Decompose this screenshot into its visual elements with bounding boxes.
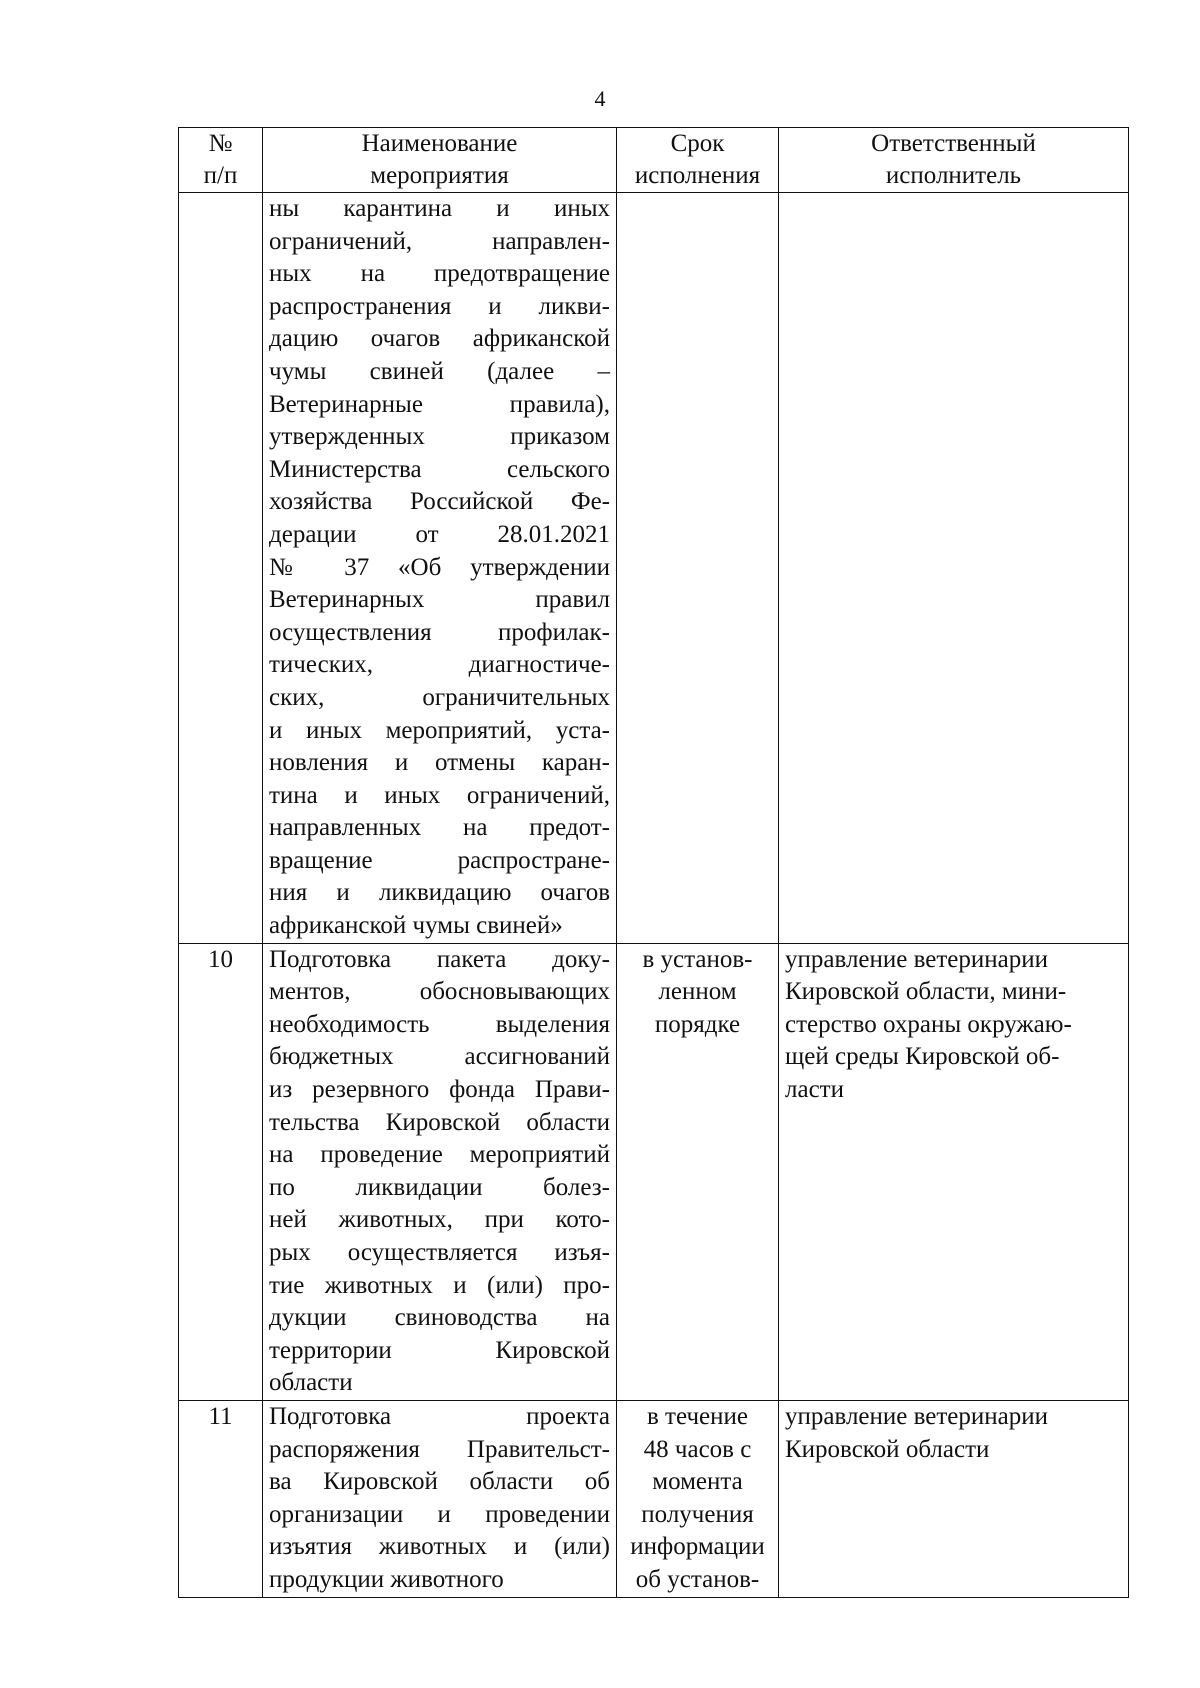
measure-name-line: ограничений, направлен-: [269, 227, 610, 255]
measures-table: [178, 127, 1129, 1598]
execution-term: [617, 943, 779, 1400]
responsible-executor-line: стерство охраны окружаю-: [785, 1010, 1072, 1038]
measure-name-line: дукции свиноводства на: [269, 1304, 610, 1332]
execution-term-line: в течение: [647, 1402, 748, 1430]
table-row: [179, 943, 1129, 1400]
measure-name-line: бюджетных ассигнований: [269, 1043, 610, 1071]
table-row: [179, 1400, 1129, 1597]
execution-term-line: ленном: [658, 978, 737, 1006]
measure-name-line: необходимость выделения: [269, 1010, 610, 1038]
measure-name-line: ных на предотвращение: [269, 260, 610, 288]
measure-name-line: Ветеринарные правила),: [269, 390, 610, 418]
execution-term-line: порядке: [654, 1010, 741, 1038]
execution-term: [617, 1400, 779, 1597]
row-number: [179, 193, 263, 944]
measure-name-line: Подготовка проекта: [269, 1402, 610, 1430]
measure-name-line: ния и ликвидацию очагов: [269, 879, 610, 907]
measure-name-line: и иных мероприятий, уста-: [269, 716, 610, 744]
measure-name-line: продукции животного: [269, 1565, 504, 1593]
header-term: Срок исполнения: [617, 128, 779, 193]
measure-name-line: дерации от 28.01.2021: [269, 520, 610, 548]
row-number: 10: [179, 943, 263, 1400]
measure-name-line: № 37 «Об утверждении: [269, 553, 610, 581]
measure-name: [263, 193, 617, 944]
responsible-executor-line: управление ветеринарии: [785, 945, 1049, 973]
measure-name-line: распространения и ликви-: [269, 292, 610, 320]
responsible-executor-line: управление ветеринарии: [785, 1402, 1049, 1430]
measure-name-line: осуществления профилак-: [269, 618, 610, 646]
responsible-executor-line: Кировской области, мини-: [785, 978, 1067, 1006]
measure-name-line: чумы свиней (далее –: [269, 357, 610, 385]
measure-name-line: по ликвидации болез-: [269, 1173, 610, 1201]
measure-name-line: распоряжения Правительст-: [269, 1435, 610, 1463]
execution-term-line: получения: [641, 1500, 754, 1528]
measure-name-line: ва Кировской области об: [269, 1468, 610, 1496]
responsible-executor: [779, 193, 1129, 944]
execution-term: [617, 193, 779, 944]
measure-name-line: ских, ограничительных: [269, 683, 610, 711]
measure-name-line: на проведение мероприятий: [269, 1141, 610, 1169]
measure-name-line: африканской чумы свиней»: [269, 912, 563, 940]
measure-name: [263, 1400, 617, 1597]
measure-name-line: новления и отмены каран-: [269, 749, 610, 777]
table-header-row: [179, 128, 1129, 193]
measure-name: [263, 943, 617, 1400]
measure-name-line: изъятия животных и (или): [269, 1533, 610, 1561]
measure-name-line: тина и иных ограничений,: [269, 781, 610, 809]
row-number: 11: [179, 1400, 263, 1597]
execution-term-line: об установ-: [635, 1565, 760, 1593]
execution-term-line: в установ-: [642, 945, 753, 973]
measure-name-line: вращение распростране-: [269, 846, 610, 874]
responsible-executor: [779, 1400, 1129, 1597]
page-number: 4: [594, 86, 606, 111]
measure-name-line: организации и проведении: [269, 1500, 610, 1528]
responsible-executor-line: Кировской области: [785, 1435, 990, 1463]
header-name: Наименование мероприятия: [263, 128, 617, 193]
measure-name-line: дацию очагов африканской: [269, 325, 610, 353]
table-row: [179, 193, 1129, 944]
measure-name-line: Ветеринарных правил: [269, 586, 610, 614]
execution-term-line: 48 часов с: [643, 1435, 752, 1463]
execution-term-line: информации: [630, 1533, 765, 1561]
responsible-executor-line: щей среды Кировской об-: [785, 1043, 1060, 1071]
responsible-executor-line: ласти: [785, 1076, 844, 1104]
measure-name-line: рых осуществляется изъя-: [269, 1239, 610, 1266]
measure-name-line: ментов, обосновывающих: [269, 978, 610, 1006]
measure-name-line: территории Кировской: [269, 1336, 610, 1364]
measure-name-line: из резервного фонда Прави-: [269, 1076, 610, 1104]
measure-name-line: утвержденных приказом: [269, 423, 610, 451]
header-number: № п/п: [179, 128, 263, 193]
measure-name-line: Министерства сельского: [269, 455, 610, 483]
measure-name-line: Подготовка пакета доку-: [269, 945, 610, 973]
responsible-executor: [779, 943, 1129, 1400]
header-responsible: Ответственный исполнитель: [779, 128, 1129, 193]
measure-name-line: области: [269, 1369, 353, 1397]
measure-name-line: тических, диагностиче-: [269, 651, 610, 679]
measure-name-line: ны карантина и иных: [269, 195, 610, 222]
measure-name-line: тельства Кировской области: [269, 1108, 610, 1136]
measure-name-line: ней животных, при кото-: [269, 1206, 610, 1234]
execution-term-line: момента: [652, 1468, 743, 1496]
measure-name-line: тие животных и (или) про-: [269, 1271, 610, 1299]
measure-name-line: направленных на предот-: [269, 814, 610, 842]
measure-name-line: хозяйства Российской Фе-: [269, 488, 610, 516]
